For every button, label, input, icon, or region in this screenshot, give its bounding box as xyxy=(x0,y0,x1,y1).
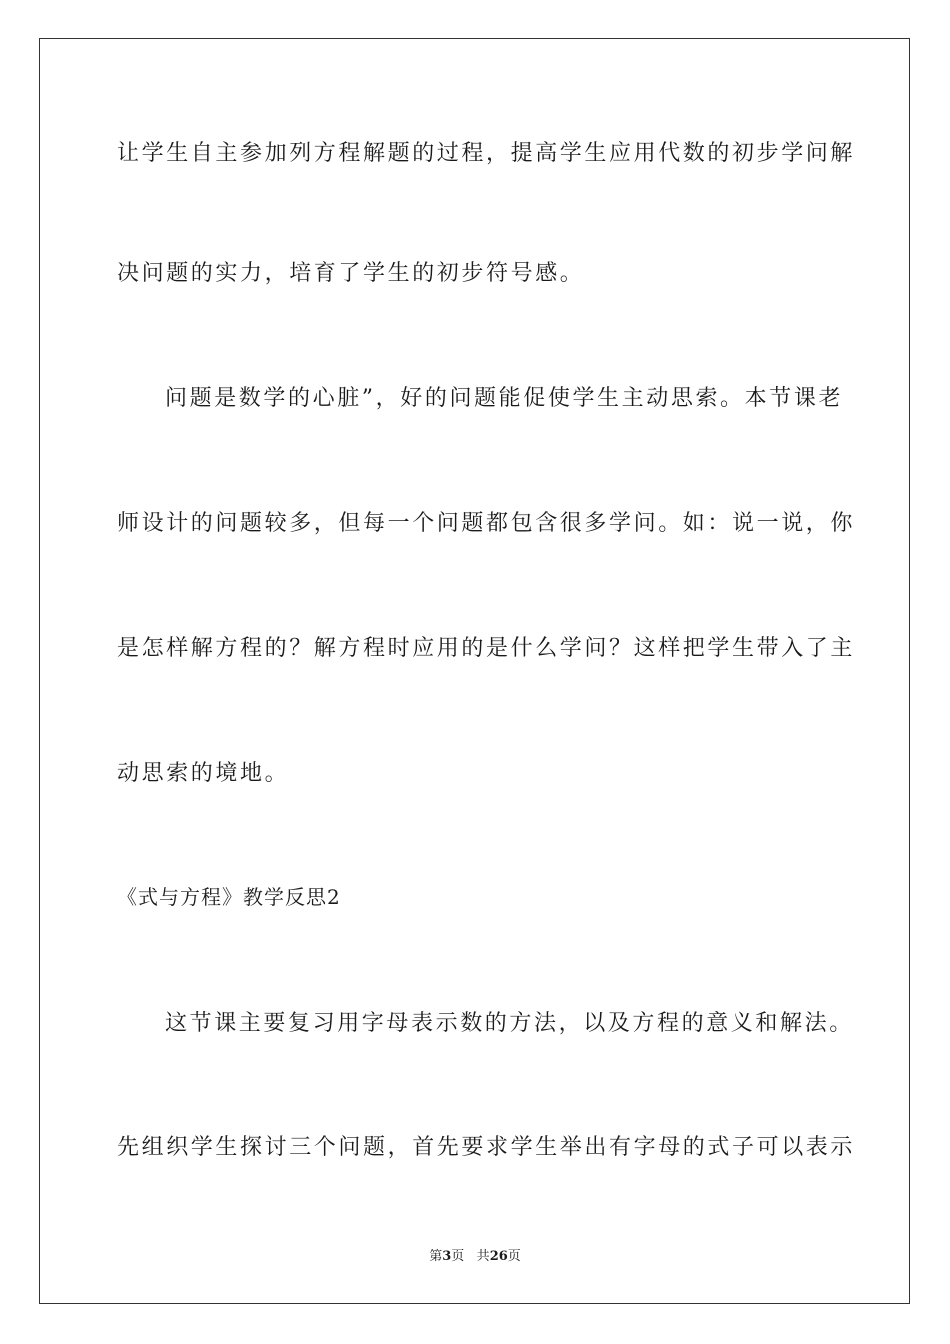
paragraph-1-line-1: 让学生自主参加列方程解题的过程，提高学生应用代数的初步学问解 xyxy=(117,141,856,166)
paragraph-2-line-3: 是怎样解方程的？解方程时应用的是什么学问？这样把学生带入了主 xyxy=(117,636,856,661)
footer-page-prefix: 第 xyxy=(429,1249,443,1264)
paragraph-2-line-2: 师设计的问题较多，但每一个问题都包含很多学问。如：说一说，你 xyxy=(117,511,856,536)
footer-page-suffix: 页 xyxy=(451,1249,465,1264)
page-border xyxy=(39,38,910,1304)
section-heading: 《式与方程》教学反思2 xyxy=(117,885,341,909)
footer-page-current: 3 xyxy=(442,1249,452,1264)
paragraph-2-line-4: 动思索的境地。 xyxy=(117,761,290,786)
footer-total-suffix: 页 xyxy=(507,1249,521,1264)
footer-total-prefix: 共 xyxy=(476,1249,490,1264)
paragraph-3-line-2: 先组织学生探讨三个问题，首先要求学生举出有字母的式子可以表示 xyxy=(117,1135,856,1160)
footer-page-total: 26 xyxy=(489,1249,508,1264)
paragraph-2-line-1: 问题是数学的心脏”，好的问题能促使学生主动思索。本节课老 xyxy=(165,386,844,411)
paragraph-3-line-1: 这节课主要复习用字母表示数的方法，以及方程的意义和解法。 xyxy=(165,1011,854,1036)
paragraph-1-line-2: 决问题的实力，培育了学生的初步符号感。 xyxy=(117,261,585,286)
page-footer xyxy=(0,1248,950,1266)
